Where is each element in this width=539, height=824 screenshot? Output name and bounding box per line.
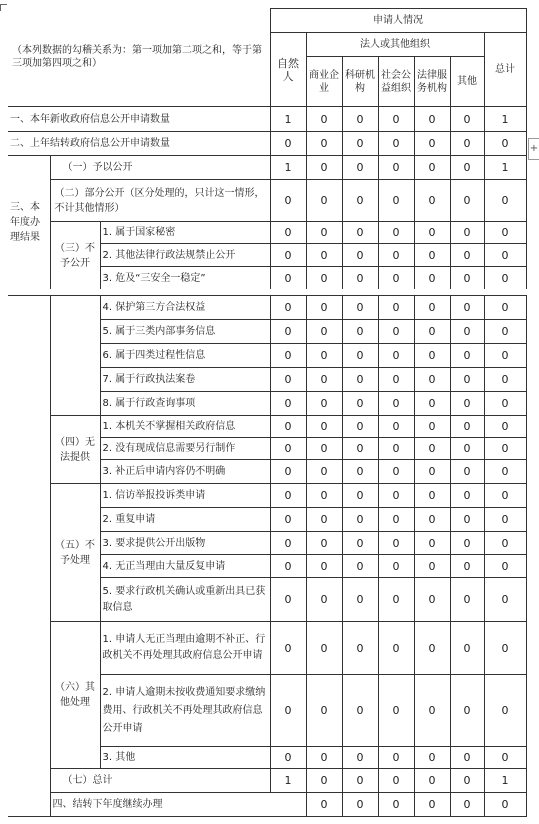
cell: 0 [414, 793, 450, 817]
row-label: 7. 属于行政执法案卷 [100, 368, 270, 392]
cell: 0 [414, 392, 450, 416]
cell: 0 [450, 622, 484, 675]
cell: 0 [342, 267, 378, 290]
cell: 0 [450, 222, 484, 244]
cell: 0 [306, 460, 342, 484]
row-label: 5. 属于三类内部事务信息 [100, 320, 270, 344]
cell: 0 [306, 747, 342, 769]
cell: 0 [414, 555, 450, 578]
row-label: 3. 其他 [100, 747, 270, 769]
cell: 0 [378, 460, 414, 484]
cell: 0 [306, 508, 342, 532]
cell: 0 [342, 508, 378, 532]
legal-group-header: 法人或其他组织 [306, 33, 484, 57]
cell: 0 [342, 344, 378, 368]
cell: 0 [414, 484, 450, 508]
group-label: （六）其他处理 [50, 622, 100, 769]
cell: 1 [270, 156, 306, 180]
row-label: 5. 要求行政机关确认或重新出具已获取信息 [100, 578, 270, 622]
cell: 0 [342, 438, 378, 460]
cell: 0 [306, 793, 342, 817]
row-label: 1. 属于国家秘密 [100, 222, 270, 244]
cell: 0 [450, 769, 484, 793]
cell: 0 [306, 156, 342, 180]
cell: 0 [270, 578, 306, 622]
cell: 0 [378, 296, 414, 320]
cell: 0 [378, 416, 414, 438]
cell: 1 [270, 769, 306, 793]
row-label: 四、结转下年度继续办理 [50, 793, 306, 817]
cell: 0 [342, 107, 378, 132]
row-label: 1. 申请人无正当理由逾期不补正、行政机关不再处理其政府信息公开申请 [100, 622, 270, 675]
cell: 0 [450, 484, 484, 508]
row-label: 3. 补正后申请内容仍不明确 [100, 460, 270, 484]
cell: 0 [270, 296, 306, 320]
cell: 0 [306, 532, 342, 555]
cell: 0 [270, 180, 306, 222]
cell: 0 [270, 555, 306, 578]
cell: 0 [342, 180, 378, 222]
cell: 0 [484, 622, 526, 675]
table-row [8, 622, 526, 675]
cell: 0 [270, 747, 306, 769]
cell: 1 [270, 107, 306, 132]
row-label: 1. 本机关不掌握相关政府信息 [100, 416, 270, 438]
cell: 0 [450, 107, 484, 132]
cell: 0 [450, 244, 484, 267]
cell: 0 [306, 555, 342, 578]
table-row [8, 156, 526, 180]
section-label: 三、本年度办理结果 [8, 156, 50, 290]
cell: 0 [484, 320, 526, 344]
cell: 0 [342, 320, 378, 344]
cell: 0 [450, 675, 484, 747]
cell: 0 [484, 222, 526, 244]
cell: 0 [484, 675, 526, 747]
cell: 0 [414, 320, 450, 344]
cell: 0 [342, 132, 378, 156]
cell: 0 [378, 532, 414, 555]
cell: 0 [378, 793, 414, 817]
cell: 0 [342, 460, 378, 484]
cell: 0 [342, 392, 378, 416]
cell: 0 [450, 344, 484, 368]
cell: 0 [450, 747, 484, 769]
cell: 0 [270, 508, 306, 532]
cell: 0 [378, 392, 414, 416]
table-row [8, 296, 526, 320]
cell: 0 [306, 416, 342, 438]
cell: 0 [414, 132, 450, 156]
col-header-business: 商业企业 [306, 57, 342, 107]
row-label: 3. 要求提供公开出版物 [100, 532, 270, 555]
cell: 0 [484, 793, 526, 817]
natural-person-header: 自然人 [270, 33, 306, 107]
cell: 0 [484, 416, 526, 438]
cell: 0 [484, 180, 526, 222]
cell: 0 [270, 368, 306, 392]
cell: 0 [450, 438, 484, 460]
cell: 0 [342, 416, 378, 438]
cell: 0 [342, 368, 378, 392]
cell: 0 [342, 578, 378, 622]
cell: 0 [342, 555, 378, 578]
row-label: 一、本年新收政府信息公开申请数量 [8, 107, 270, 132]
table-row [8, 180, 526, 222]
cell: 0 [414, 368, 450, 392]
cell: 0 [270, 320, 306, 344]
cell: 0 [306, 180, 342, 222]
cell: 0 [484, 484, 526, 508]
row-label: 2. 没有现成信息需要另行制作 [100, 438, 270, 460]
add-row-handle[interactable]: + [528, 138, 539, 160]
row-label: 3. 危及“三安全一稳定” [100, 267, 270, 290]
cell: 0 [378, 107, 414, 132]
cell: 0 [270, 267, 306, 290]
group-label: （四）无法提供 [50, 416, 100, 484]
cell: 0 [414, 508, 450, 532]
cell: 0 [342, 244, 378, 267]
cell: 0 [270, 392, 306, 416]
cell: 0 [270, 675, 306, 747]
cell: 0 [414, 769, 450, 793]
cell: 0 [484, 747, 526, 769]
cell: 0 [378, 267, 414, 290]
cell: 0 [378, 320, 414, 344]
cell: 0 [306, 222, 342, 244]
cell: 0 [378, 180, 414, 222]
cell: 0 [378, 156, 414, 180]
cell: 0 [414, 296, 450, 320]
cell: 0 [378, 747, 414, 769]
row-label: 8. 属于行政查询事项 [100, 392, 270, 416]
col-header-research: 科研机构 [342, 57, 378, 107]
cell: 0 [484, 368, 526, 392]
section-continuation [8, 296, 50, 817]
col-header-legal-service: 法律服务机构 [414, 57, 450, 107]
cell: 0 [306, 769, 342, 793]
cell: 0 [414, 180, 450, 222]
disclosure-table-bottom [8, 295, 527, 817]
cell: 0 [378, 132, 414, 156]
cell: 0 [342, 484, 378, 508]
cell: 0 [484, 578, 526, 622]
cell: 0 [484, 296, 526, 320]
row-label: 1. 信访举报投诉类申请 [100, 484, 270, 508]
cell: 0 [306, 320, 342, 344]
cell: 0 [378, 244, 414, 267]
note-cell: （本列数据的勾稽关系为：第一项加第二项之和，等于第三项加第四项之和） [8, 9, 270, 107]
cell: 0 [450, 532, 484, 555]
cell: 0 [450, 267, 484, 290]
cell: 0 [414, 578, 450, 622]
cell: 0 [414, 107, 450, 132]
cell: 0 [306, 296, 342, 320]
row-label: （七）总计 [50, 769, 270, 793]
cell: 0 [342, 675, 378, 747]
cell: 0 [378, 344, 414, 368]
cell: 0 [450, 132, 484, 156]
cell: 0 [414, 156, 450, 180]
table-row [8, 793, 526, 817]
cell: 0 [270, 484, 306, 508]
cell: 0 [450, 793, 484, 817]
cell: 0 [306, 578, 342, 622]
cell: 0 [306, 267, 342, 290]
row-label: 二、上年结转政府信息公开申请数量 [8, 132, 270, 156]
cell: 0 [378, 622, 414, 675]
cell: 0 [342, 769, 378, 793]
cell: 0 [414, 675, 450, 747]
cell: 0 [270, 532, 306, 555]
cell: 0 [450, 555, 484, 578]
cell: 0 [306, 675, 342, 747]
cell: 0 [342, 222, 378, 244]
group-label: （五）不予处理 [50, 484, 100, 622]
cell: 0 [414, 747, 450, 769]
cell: 0 [378, 578, 414, 622]
cell: 0 [414, 344, 450, 368]
cell: 0 [306, 344, 342, 368]
cell: 0 [450, 416, 484, 438]
cell: 1 [484, 156, 526, 180]
cell: 0 [342, 622, 378, 675]
cell: 0 [484, 132, 526, 156]
cell: 0 [484, 532, 526, 555]
cell: 0 [450, 578, 484, 622]
cell: 0 [306, 132, 342, 156]
cell: 0 [342, 793, 378, 817]
cell: 0 [484, 508, 526, 532]
cell: 0 [378, 508, 414, 532]
cell: 0 [484, 460, 526, 484]
cell: 0 [378, 438, 414, 460]
cell: 0 [450, 508, 484, 532]
cell: 0 [270, 622, 306, 675]
table-row [8, 416, 526, 438]
cell: 0 [270, 244, 306, 267]
cell: 0 [450, 156, 484, 180]
applicant-situation-header: 申请人情况 [270, 9, 526, 33]
col-header-public-welfare: 社会公益组织 [378, 57, 414, 107]
group-label: （三）不予公开 [50, 222, 100, 290]
row-label: （一）予以公开 [50, 156, 270, 180]
cell: 0 [270, 438, 306, 460]
row-label: 2. 申请人逾期未按收费通知要求缴纳费用、行政机关不再处理其政府信息公开申请 [100, 675, 270, 747]
cell: 0 [342, 156, 378, 180]
table-row [8, 222, 526, 244]
cell: 0 [484, 267, 526, 290]
cell: 0 [306, 368, 342, 392]
cell: 0 [270, 132, 306, 156]
group-continuation [50, 296, 100, 416]
cell: 0 [378, 769, 414, 793]
cell: 0 [414, 460, 450, 484]
cell: 0 [450, 392, 484, 416]
cell: 0 [414, 416, 450, 438]
cell: 0 [484, 392, 526, 416]
row-label: 2. 其他法律行政法规禁止公开 [100, 244, 270, 267]
cell: 0 [484, 344, 526, 368]
cell: 0 [342, 747, 378, 769]
cell: 0 [450, 460, 484, 484]
table-row [8, 484, 526, 508]
cell: 0 [484, 555, 526, 578]
cell: 0 [414, 438, 450, 460]
cell: 0 [306, 484, 342, 508]
cell: 0 [378, 555, 414, 578]
cell: 0 [342, 532, 378, 555]
row-label: 4. 无正当理由大量反复申请 [100, 555, 270, 578]
cell: 0 [378, 484, 414, 508]
table-row [8, 769, 526, 793]
cell: 0 [270, 460, 306, 484]
cell: 0 [270, 416, 306, 438]
cell: 1 [484, 107, 526, 132]
cell: 0 [270, 222, 306, 244]
row-label: （二）部分公开（区分处理的，只计这一情形，不计其他情形） [50, 180, 270, 222]
cell: 0 [414, 222, 450, 244]
cell: 0 [342, 296, 378, 320]
cell: 0 [378, 675, 414, 747]
cell: 0 [414, 267, 450, 290]
cell: 0 [450, 368, 484, 392]
disclosure-table-top [8, 8, 527, 290]
cell: 0 [306, 622, 342, 675]
cell: 0 [414, 622, 450, 675]
cell: 0 [378, 222, 414, 244]
cell: 0 [450, 296, 484, 320]
cell: 0 [306, 438, 342, 460]
cell: 0 [306, 107, 342, 132]
cell: 0 [306, 244, 342, 267]
cell: 0 [378, 368, 414, 392]
cell: 0 [270, 344, 306, 368]
row-label: 4. 保护第三方合法权益 [100, 296, 270, 320]
cell: 1 [484, 769, 526, 793]
row-label: 6. 属于四类过程性信息 [100, 344, 270, 368]
col-header-other: 其他 [450, 57, 484, 107]
table-row [8, 107, 526, 132]
cell: 0 [450, 320, 484, 344]
cell: 0 [414, 532, 450, 555]
cell: 0 [484, 244, 526, 267]
total-header: 总计 [484, 33, 526, 107]
row-label: 2. 重复申请 [100, 508, 270, 532]
cell: 0 [414, 244, 450, 267]
cell: 0 [306, 392, 342, 416]
table-row [8, 132, 526, 156]
table-corner-mark [0, 4, 7, 11]
cell: 0 [484, 438, 526, 460]
cell: 0 [450, 180, 484, 222]
